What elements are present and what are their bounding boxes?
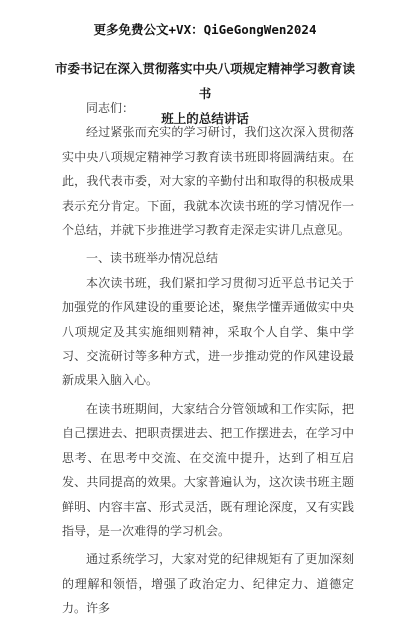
promo-banner: 更多免费公文+VX：QiGeGongWen2024 xyxy=(93,22,317,37)
paragraph-overview: 本次读书班，我们紧扣学习贯彻习近平总书记关于加强党的作风建设的重要论述，聚焦学懂弄通做实中央八项规定及其实施细则精神，采取个人自学、集中学习、交流研讨等多种方式，进一步推动党的作风建设最新成果入脑入心。 xyxy=(62,275,354,388)
paragraph-participation: 在读书班期间，大家结合分管领域和工作实际，把自己摆进去、把职责摆进去、把工作摆进去，在学习中思考、在思考中交流、在交流中提升，达到了相互启发、共同提高的效果。大家普遍认为，这次读书班主题鲜明、内容丰富、形式灵活，既有理论深度，又有实践指导，是一次难得的学习机会。 xyxy=(62,401,354,538)
paragraph-intro: 经过紧张而充实的学习研讨，我们这次深入贯彻落实中央八项规定精神学习教育读书班即将圆满结束。在此，我代表市委，对大家的辛勤付出和取得的积极成果表示充分肯定。下面，我就本次读书班的学习情况作一个总结，并就下步推进学习教育走深走实讲几点意见。 xyxy=(62,125,354,238)
title-line-1: 市委书记在深入贯彻落实中央八项规定精神学习教育读书 xyxy=(54,61,355,101)
paragraph-outcomes: 通过系统学习，大家对党的纪律规矩有了更加深刻的理解和领悟，增强了政治定力、纪律定力、道德定力。许多 xyxy=(62,552,354,616)
section-heading-1: 一、读书班举办情况总结 xyxy=(86,251,219,266)
title-line-2: 班上的总结讲话 xyxy=(161,111,249,126)
document-body xyxy=(62,96,354,621)
salutation: 同志们： xyxy=(86,101,135,115)
